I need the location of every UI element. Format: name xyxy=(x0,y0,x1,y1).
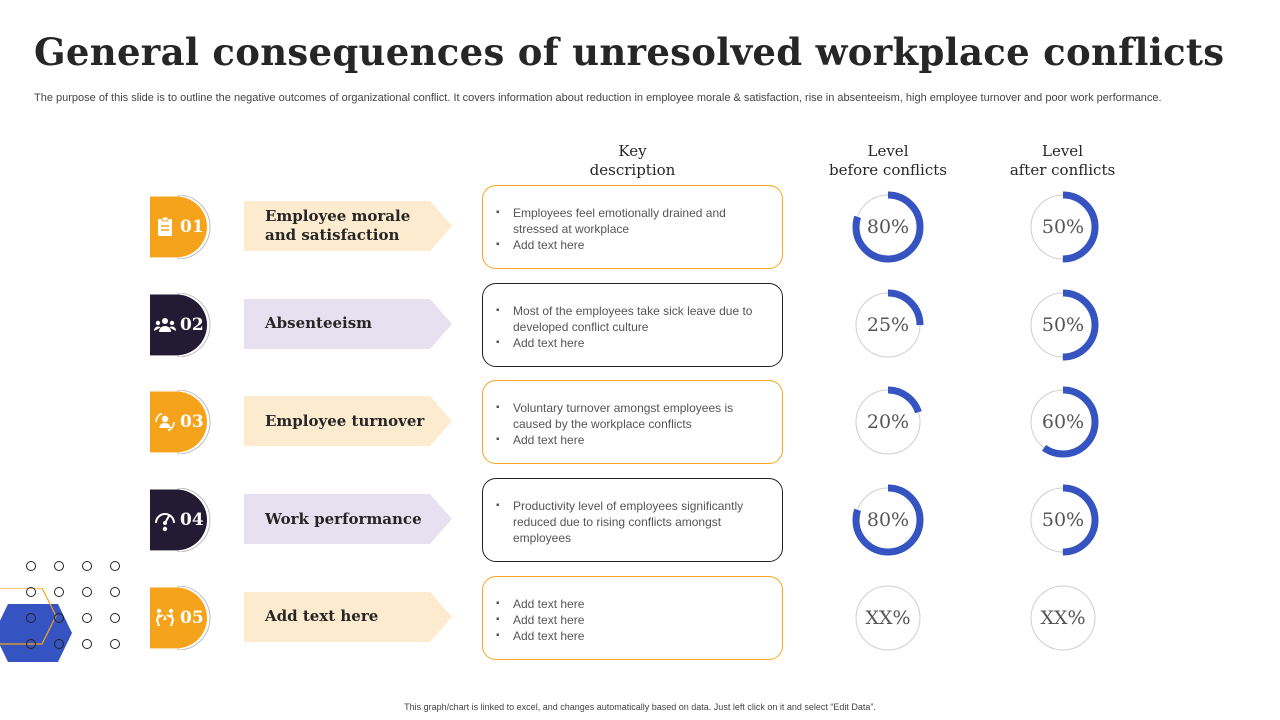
level-after-gauge xyxy=(1026,190,1100,264)
level-before-gauge xyxy=(851,190,925,264)
row-number: 02 xyxy=(180,314,204,335)
clipboard-icon xyxy=(153,215,177,239)
level-after-gauge xyxy=(1026,385,1100,459)
description-list xyxy=(483,577,782,644)
team-icon xyxy=(153,313,177,337)
description-box xyxy=(482,380,783,464)
decorative-dot xyxy=(54,587,64,597)
column-header-key-description: Key description xyxy=(589,142,676,179)
description-bullet: ▪ Add text here xyxy=(513,596,766,612)
consequence-label xyxy=(244,299,452,349)
gauge-value: 80% xyxy=(866,509,910,532)
number-badge xyxy=(150,586,214,650)
description-box xyxy=(482,185,783,269)
description-bullet: ▪ Add text here xyxy=(513,628,766,644)
description-bullet: ▪ Add text here xyxy=(513,432,766,448)
description-bullet: ▪ Most of the employees take sick leave due to developed conflict culture xyxy=(513,303,766,335)
gauge-value: 50% xyxy=(1041,216,1085,238)
footer-note: This graph/chart is linked to excel, and changes automatically based on data. Just left click on it and select “Edit Data”. xyxy=(404,702,876,712)
decorative-dot xyxy=(82,587,92,597)
description-list xyxy=(483,479,782,546)
level-before-gauge xyxy=(851,581,925,655)
description-box xyxy=(482,576,783,660)
gauge-value: XX% xyxy=(1040,606,1086,629)
level-after-gauge xyxy=(1026,581,1100,655)
number-badge xyxy=(150,195,214,259)
consequence-row xyxy=(0,576,1280,666)
description-bullet: ▪ Voluntary turnover amongst employees is caused by the workplace conflicts xyxy=(513,400,766,432)
gauge-value: 50% xyxy=(1041,509,1085,532)
number-badge xyxy=(150,488,214,552)
decorative-dot xyxy=(26,639,36,649)
consequence-label xyxy=(244,201,452,251)
row-number: 04 xyxy=(180,510,204,531)
decorative-dot xyxy=(26,561,36,571)
consequence-label-text: Work performance xyxy=(265,509,422,528)
level-before-gauge xyxy=(851,385,925,459)
level-before-gauge xyxy=(851,483,925,557)
description-list xyxy=(483,381,782,448)
gauge-value: 25% xyxy=(866,313,910,336)
decorative-dot xyxy=(26,587,36,597)
description-bullet: ▪ Add text here xyxy=(513,237,766,253)
gauge-value: XX% xyxy=(865,606,911,629)
decorative-dot xyxy=(82,613,92,623)
column-header-level-before: Level before conflicts xyxy=(829,142,947,179)
decorative-dot xyxy=(110,587,120,597)
description-box xyxy=(482,478,783,562)
consequence-label-text: Employee morale and satisfaction xyxy=(265,207,411,244)
description-bullet: ▪ Add text here xyxy=(513,335,766,351)
decorative-dot xyxy=(110,561,120,571)
consequence-label-text: Absenteeism xyxy=(265,314,373,333)
decorative-dot xyxy=(82,639,92,649)
performance-gauge-icon xyxy=(153,508,177,532)
consequence-row xyxy=(0,283,1280,373)
user-refresh-icon xyxy=(153,410,177,434)
consequence-label xyxy=(244,494,452,544)
decorative-dot xyxy=(110,613,120,623)
row-number: 05 xyxy=(180,607,204,628)
description-bullet: ▪ Productivity level of employees significantly reduced due to rising conflicts amongst employees xyxy=(513,498,766,546)
decorative-dot xyxy=(110,639,120,649)
level-after-gauge xyxy=(1026,288,1100,362)
row-number: 01 xyxy=(180,217,204,237)
page-subtitle: The purpose of this slide is to outline the negative outcomes of organizational conflict. It covers information about reduction in employee morale & satisfaction, rise in absenteeism, high employee turnover and poor work performance. xyxy=(34,92,1162,104)
consequence-row xyxy=(0,380,1280,470)
number-badge xyxy=(150,293,214,357)
decorative-dot xyxy=(54,561,64,571)
decorative-dot xyxy=(82,561,92,571)
decorative-dot xyxy=(54,639,64,649)
gauge-value: 60% xyxy=(1041,411,1085,434)
description-box xyxy=(482,283,783,367)
decorative-dot xyxy=(54,613,64,623)
level-before-gauge xyxy=(851,288,925,362)
level-after-gauge xyxy=(1026,483,1100,557)
consequence-label-text: Employee turnover xyxy=(265,411,425,430)
conflict-people-icon xyxy=(153,606,177,630)
gauge-value: 20% xyxy=(866,411,910,434)
row-number: 03 xyxy=(180,412,204,433)
column-header-level-after: Level after conflicts xyxy=(1009,142,1116,179)
consequence-row xyxy=(0,478,1280,568)
consequence-row xyxy=(0,185,1280,275)
gauge-value: 50% xyxy=(1041,313,1085,336)
gauge-value: 80% xyxy=(866,216,910,238)
description-list xyxy=(483,284,782,351)
description-bullet: ▪ Employees feel emotionally drained and stressed at workplace xyxy=(513,205,766,237)
consequence-label xyxy=(244,592,452,642)
description-list xyxy=(483,186,782,253)
decorative-hexagons xyxy=(0,588,80,678)
description-bullet: ▪ Add text here xyxy=(513,612,766,628)
consequence-label xyxy=(244,396,452,446)
decorative-dot xyxy=(26,613,36,623)
page-title: General consequences of unresolved workplace conflicts xyxy=(34,30,1225,74)
number-badge xyxy=(150,390,214,454)
consequence-label-text: Add text here xyxy=(265,607,379,626)
